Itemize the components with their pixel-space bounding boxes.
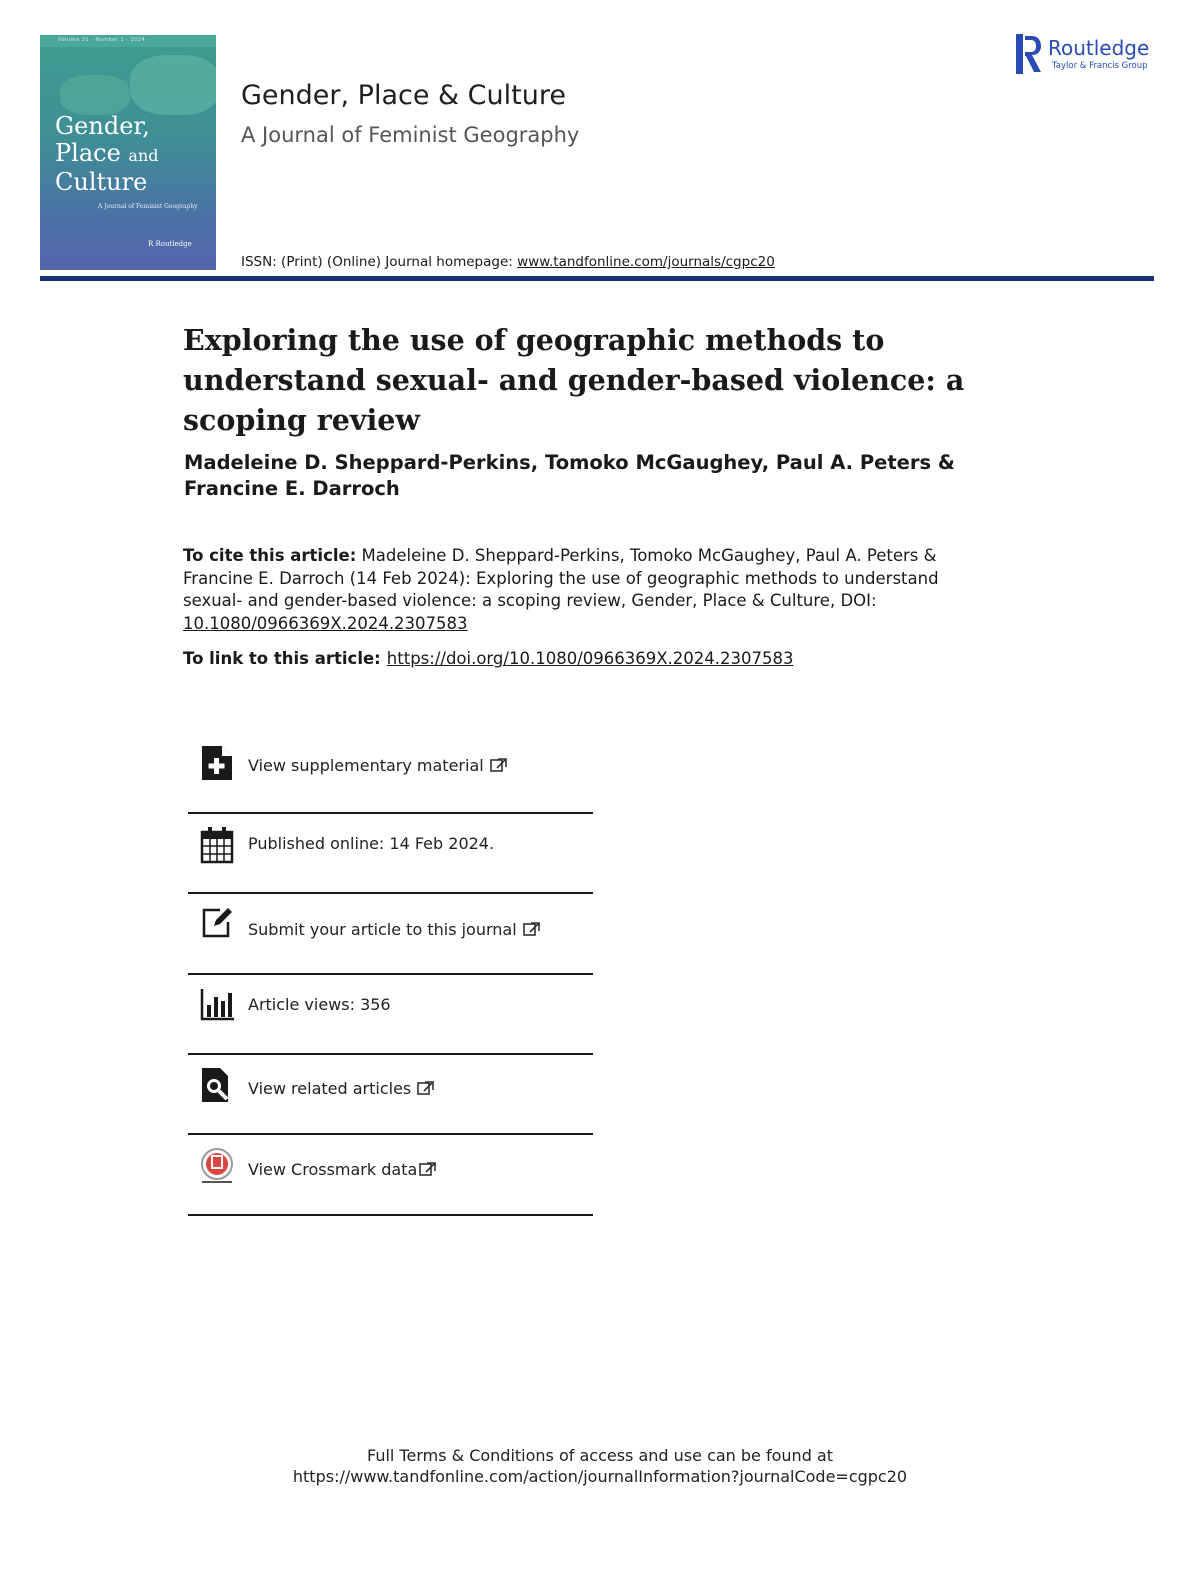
article-link-label: To link to this article: [183, 649, 381, 668]
view-supplementary-item[interactable] [188, 740, 593, 800]
cover-decoration [130, 55, 216, 115]
article-views-label: Article views: 356 [248, 995, 391, 1014]
crossmark-text: View Crossmark data [248, 1160, 418, 1179]
cover-title-line [55, 140, 215, 169]
routledge-logo[interactable] [1016, 32, 1156, 76]
external-link-icon [490, 757, 508, 773]
cover-decoration [60, 75, 130, 115]
related-label [248, 1079, 435, 1098]
supplementary-label [248, 756, 508, 775]
cover-title-line: Culture [55, 168, 148, 196]
view-related-item[interactable] [188, 1063, 593, 1123]
list-divider [188, 892, 593, 894]
publisher-tagline: Taylor & Francis Group [1052, 61, 1148, 71]
citation-text: Madeleine D. Sheppard-Perkins, Tomoko McGaughey, Paul A. Peters & Francine E. Darroch (14 Feb 2024): Exploring the use of geographic methods to understand sexual- and gender-based violence: a scoping review, Gender, Place & Culture, DOI: [183, 546, 939, 610]
edit-document-icon [200, 904, 234, 942]
submit-label [248, 920, 541, 939]
citation-doi-link[interactable]: 10.1080/0966369X.2024.2307583 [183, 613, 468, 633]
publisher-name: Routledge [1048, 36, 1150, 60]
article-views-item [188, 983, 593, 1043]
article-doi-link[interactable]: https://doi.org/10.1080/0966369X.2024.2307583 [386, 649, 794, 668]
external-link-icon [523, 921, 541, 937]
calendar-icon [200, 826, 234, 864]
citation-label: To cite this article: [183, 546, 357, 565]
external-link-icon [419, 1161, 437, 1177]
cover-title-word: Place [55, 139, 121, 167]
journal-subtitle: A Journal of Feminist Geography [241, 123, 580, 147]
issn-line [241, 254, 775, 270]
cover-subtitle: A Journal of Feminist Geography [98, 203, 198, 210]
cover-title [55, 113, 215, 196]
journal-cover-image [40, 35, 216, 270]
cover-strip-text: Volume 31 · Number 1 · 2024 [58, 37, 146, 43]
list-divider [188, 812, 593, 814]
list-divider [188, 1214, 593, 1216]
supplementary-file-icon [200, 744, 234, 782]
terms-link[interactable]: https://www.tandfonline.com/action/journalInformation?journalCode=cgpc20 [292, 1467, 908, 1486]
routledge-r-icon [1016, 34, 1042, 74]
citation-block [183, 545, 1003, 635]
list-divider [188, 973, 593, 975]
list-divider [188, 1133, 593, 1135]
terms-footer [0, 1445, 1200, 1487]
submit-text: Submit your article to this journal [248, 920, 517, 939]
bar-chart-icon [200, 985, 234, 1023]
related-text: View related articles [248, 1079, 412, 1098]
crossmark-label [248, 1160, 437, 1179]
article-authors: Madeleine D. Sheppard-Perkins, Tomoko McGaughey, Paul A. Peters & Francine E. Darroch [184, 451, 955, 500]
cover-publisher-mark: R Routledge [148, 240, 192, 248]
crossmark-icon [200, 1147, 234, 1185]
published-online-item [188, 822, 593, 882]
journal-title: Gender, Place & Culture [241, 80, 566, 111]
external-link-icon [417, 1080, 435, 1096]
published-label: Published online: 14 Feb 2024. [248, 834, 495, 853]
journal-homepage-link[interactable]: www.tandfonline.com/journals/cgpc20 [517, 254, 775, 270]
list-divider [188, 1053, 593, 1055]
search-document-icon [200, 1066, 234, 1104]
article-actions-list [188, 740, 593, 1220]
header-divider [40, 276, 1154, 281]
submit-article-item[interactable] [188, 902, 593, 962]
article-title: Exploring the use of geographic methods to understand sexual- and gender-based violence: a scoping review [183, 323, 965, 437]
supplementary-text: View supplementary material [248, 756, 484, 775]
view-crossmark-item[interactable] [188, 1143, 593, 1203]
cover-title-word: and [128, 146, 159, 165]
terms-line: Full Terms & Conditions of access and use can be found at [366, 1446, 834, 1465]
issn-text: ISSN: (Print) (Online) Journal homepage: [241, 254, 518, 270]
cover-title-line: Gender, [55, 112, 150, 140]
article-link-line [183, 649, 794, 668]
